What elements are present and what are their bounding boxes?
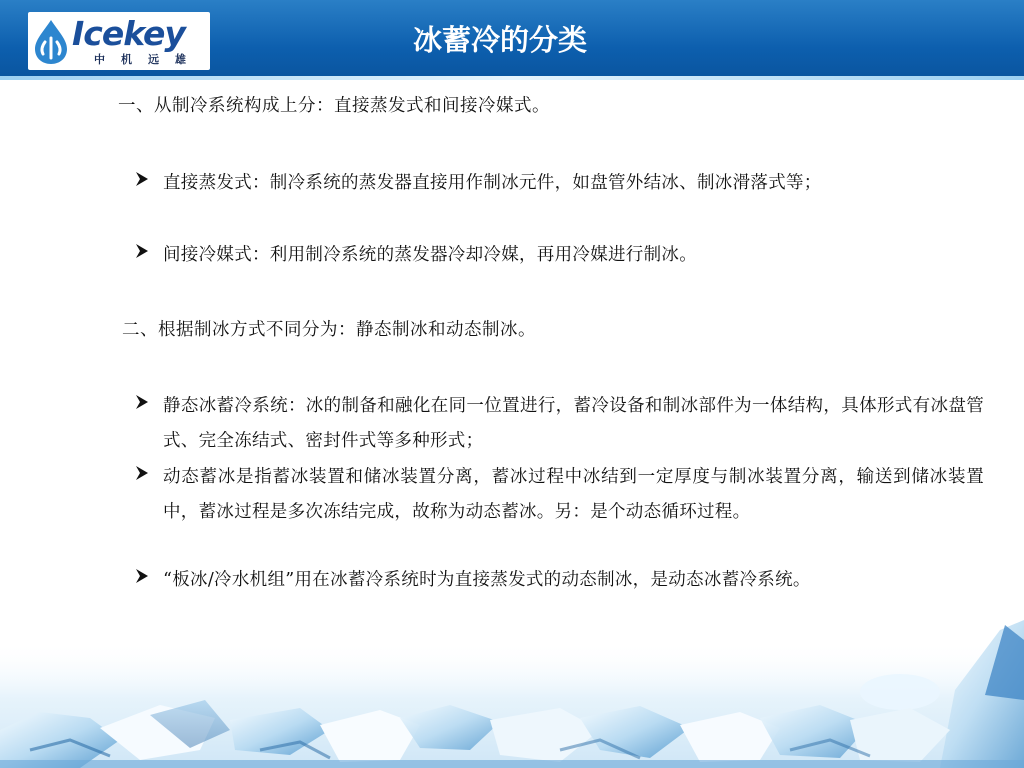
bullet-text: 静态冰蓄冷系统：冰的制备和融化在同一位置进行，蓄冷设备和制冰部件为一体结构，具体形式有冰盘管式、完全冻结式、密封件式等多种形式； xyxy=(163,396,984,451)
title-bar-underline xyxy=(0,76,1024,80)
list-item xyxy=(134,460,984,530)
arrowhead-bullet-icon xyxy=(134,168,150,190)
arrowhead-bullet-icon xyxy=(134,565,150,587)
list-item xyxy=(134,389,984,459)
list-item xyxy=(134,563,984,598)
logo-wordmark: Icekey xyxy=(72,14,185,53)
section-1-heading: 一、从制冷系统构成上分：直接蒸发式和间接冷媒式。 xyxy=(118,96,550,116)
ice-decoration-image xyxy=(0,600,1024,768)
section-2-heading: 二、根据制冰方式不同分为：静态制冰和动态制冰。 xyxy=(122,320,536,340)
bullet-text: “板冰/冷水机组”用在冰蓄冷系统时为直接蒸发式的动态制冰，是动态冰蓄冷系统。 xyxy=(163,570,811,590)
logo-subtitle: 中机远雄 xyxy=(94,53,202,66)
arrowhead-bullet-icon xyxy=(134,462,150,484)
list-item xyxy=(134,166,984,201)
bullet-text: 动态蓄冰是指蓄冰装置和储冰装置分离，蓄冰过程中冰结到一定厚度与制冰装置分离，输送到储冰装置中，蓄冰过程是多次冻结完成，故称为动态蓄冰。另：是个动态循环过程。 xyxy=(163,467,984,522)
title-bar xyxy=(0,0,1024,80)
list-item xyxy=(134,238,984,273)
arrowhead-bullet-icon xyxy=(134,391,150,413)
arrowhead-bullet-icon xyxy=(134,240,150,262)
page-title: 冰蓄冷的分类 xyxy=(412,23,587,57)
bullet-text: 直接蒸发式：制冷系统的蒸发器直接用作制冰元件，如盘管外结冰、制冰滑落式等； xyxy=(163,173,822,193)
bullet-text: 间接冷媒式：利用制冷系统的蒸发器冷却冷媒，再用冷媒进行制冰。 xyxy=(163,245,697,265)
